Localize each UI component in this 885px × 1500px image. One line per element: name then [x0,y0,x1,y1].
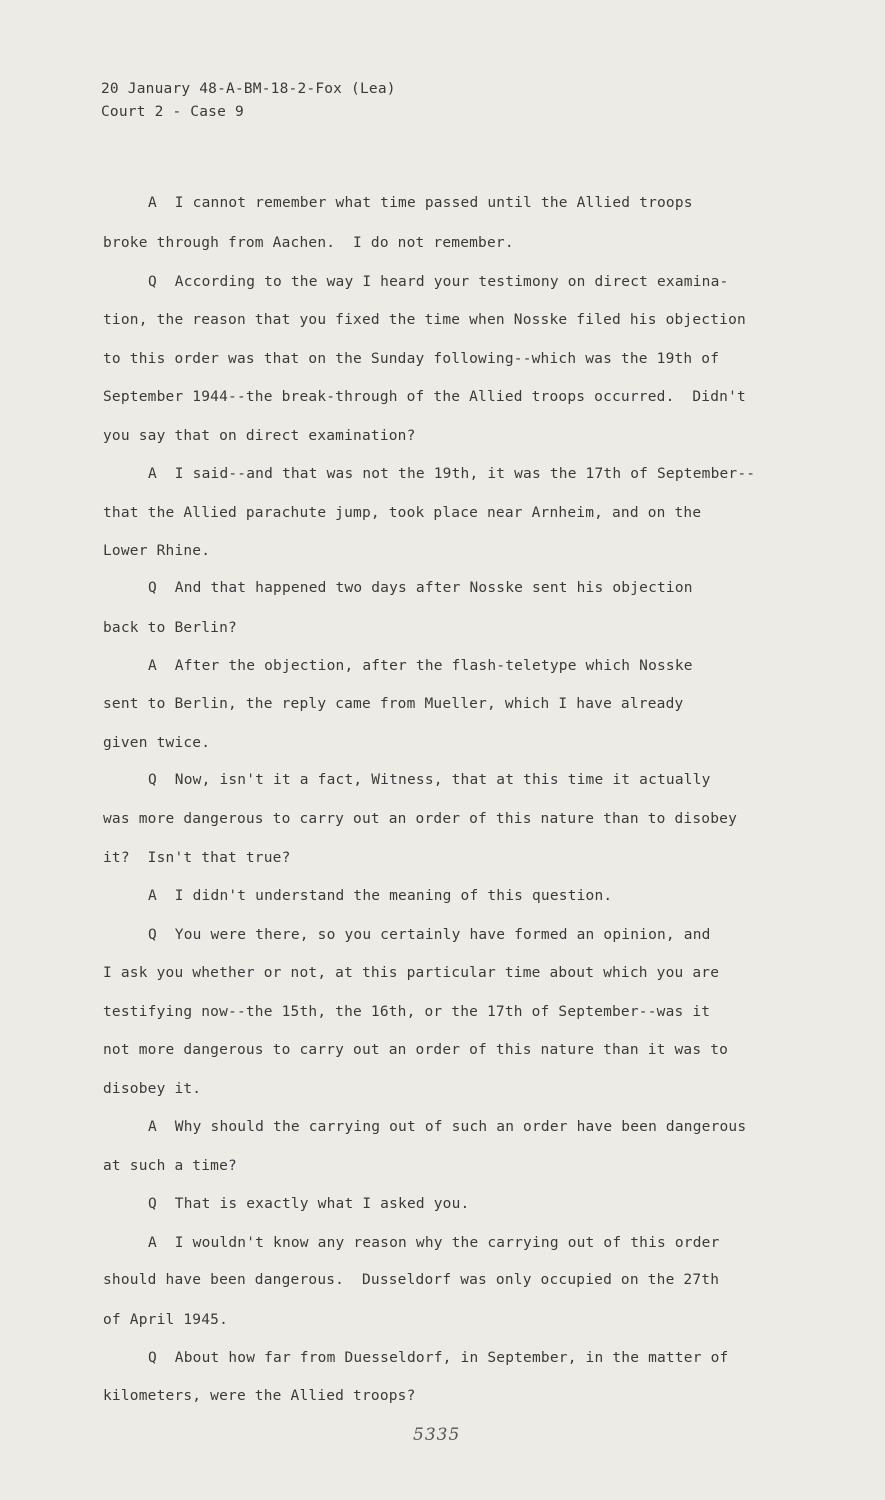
transcript-line: A I wouldn't know any reason why the carrying out of this order [148,1235,720,1251]
transcript-line: was more dangerous to carry out an order of this nature than to disobey [103,811,738,827]
transcript-line: September 1944--the break-through of the Allied troops occurred. Didn't [103,389,746,405]
header-line-1: 20 January 48-A-BM-18-2-Fox (Lea) [101,81,396,97]
transcript-line: not more dangerous to carry out an order of this nature than it was to [103,1042,729,1058]
transcript-line: of April 1945. [103,1312,229,1328]
transcript-line: Q You were there, so you certainly have formed an opinion, and [148,927,711,943]
transcript-line: A Why should the carrying out of such an order have been dangerous [148,1119,747,1135]
transcript-line: A I said--and that was not the 19th, it was the 17th of September-- [148,466,756,482]
transcript-line: given twice. [103,735,211,751]
transcript-line: that the Allied parachute jump, took place near Arnheim, and on the [103,505,702,521]
transcript-line: kilometers, were the Allied troops? [103,1388,416,1404]
transcript-line: testifying now--the 15th, the 16th, or the 17th of September--was it [103,1004,711,1020]
transcript-line: Lower Rhine. [103,543,211,559]
transcript-line: A I didn't understand the meaning of this question. [148,888,613,904]
header-line-2: Court 2 - Case 9 [101,104,244,120]
transcript-line: it? Isn't that true? [103,850,291,866]
transcript-line: to this order was that on the Sunday following--which was the 19th of [103,351,720,367]
transcript-line: I ask you whether or not, at this particular time about which you are [103,965,720,981]
transcript-line: broke through from Aachen. I do not remember. [103,235,514,251]
transcript-line: at such a time? [103,1158,237,1174]
document-header [101,78,396,124]
transcript-line: Q That is exactly what I asked you. [148,1196,470,1212]
transcript-line: should have been dangerous. Dusseldorf was only occupied on the 27th [103,1272,720,1288]
transcript-line: back to Berlin? [103,620,237,636]
transcript-line: tion, the reason that you fixed the time when Nosske filed his objection [103,312,746,328]
transcript-line: Q And that happened two days after Nosske sent his objection [148,580,693,596]
transcript-line: you say that on direct examination? [103,428,416,444]
transcript-line: A After the objection, after the flash-teletype which Nosske [148,658,693,674]
transcript-line: disobey it. [103,1081,202,1097]
transcript-line: Q According to the way I heard your testimony on direct examina- [148,274,729,290]
transcript-line: A I cannot remember what time passed until the Allied troops [148,195,693,211]
transcript-line: Q Now, isn't it a fact, Witness, that at this time it actually [148,772,711,788]
page-number: 5335 [413,1425,461,1445]
transcript-line: sent to Berlin, the reply came from Mueller, which I have already [103,696,684,712]
transcript-line: Q About how far from Duesseldorf, in September, in the matter of [148,1350,729,1366]
